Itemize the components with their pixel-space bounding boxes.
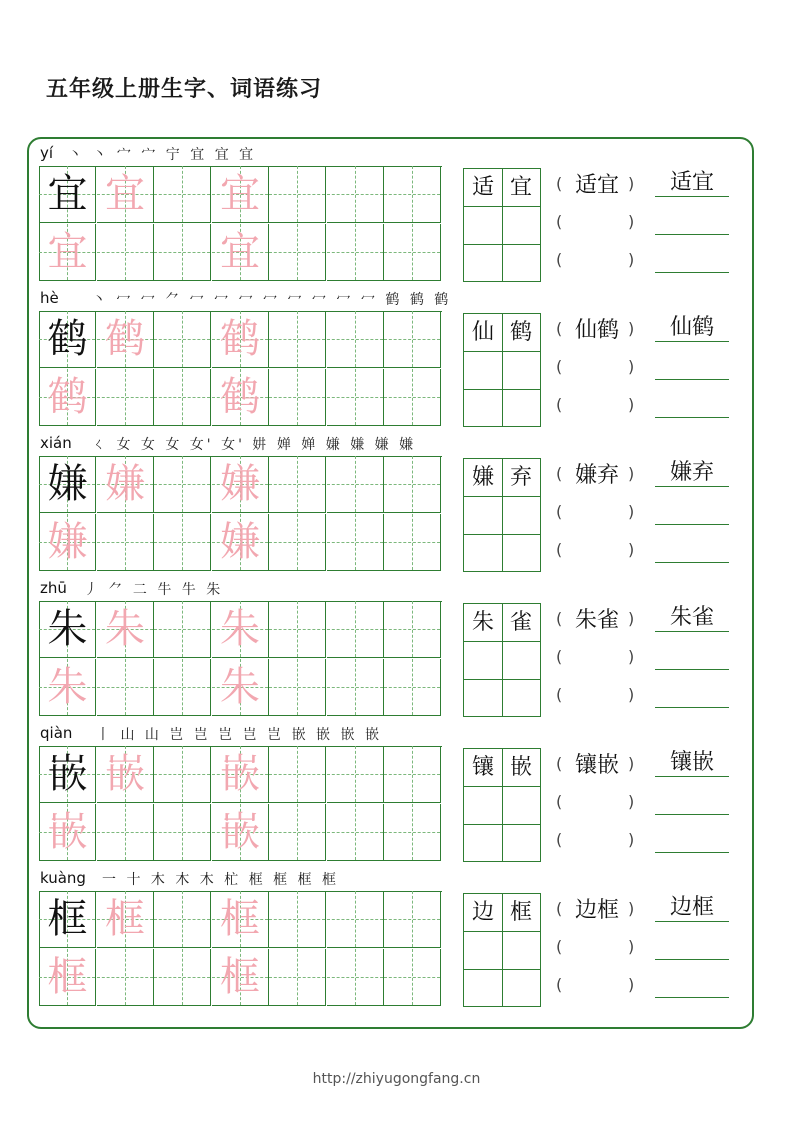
paren-word: 嫌弃: [574, 463, 619, 488]
writing-cell[interactable]: [384, 166, 441, 223]
answer-word: 嫌弃: [669, 460, 714, 485]
answer-line[interactable]: [655, 824, 729, 853]
close-paren: ): [628, 647, 635, 666]
close-paren: ): [628, 609, 635, 628]
writing-cell[interactable]: [269, 804, 326, 861]
trace-character: 朱: [47, 663, 88, 710]
stroke-order: 丨 山 山 岂 岂 岂 岂 岂 嵌 嵌 嵌 嵌: [96, 727, 382, 743]
word-grid: [463, 168, 541, 282]
writing-cell[interactable]: [327, 166, 384, 223]
writing-cell[interactable]: [154, 891, 211, 948]
paren-word: 边框: [574, 898, 619, 923]
writing-cell[interactable]: [154, 224, 211, 281]
word-grid: [463, 893, 541, 1007]
trace-character: 嵌: [220, 808, 260, 855]
open-paren: (: [556, 357, 563, 376]
close-paren: ): [628, 212, 635, 231]
word-grid: [463, 458, 541, 572]
answer-line[interactable]: [655, 534, 729, 563]
close-paren: ): [628, 250, 635, 269]
writing-cell[interactable]: [269, 891, 326, 948]
char-row: [0, 285, 793, 430]
writing-cell[interactable]: [327, 601, 384, 658]
writing-cell[interactable]: [269, 311, 326, 368]
writing-cell[interactable]: [327, 224, 384, 281]
answer-line[interactable]: [655, 168, 729, 197]
open-paren: (: [556, 647, 563, 666]
trace-character: 框: [105, 896, 145, 942]
answer-word: 朱雀: [669, 605, 714, 630]
trace-character: 嫌: [220, 518, 260, 565]
answer-line[interactable]: [655, 641, 729, 670]
close-paren: ): [628, 830, 635, 849]
open-paren: (: [556, 609, 563, 628]
open-paren: (: [556, 937, 563, 956]
model-character: 宜: [47, 171, 88, 217]
writing-cell[interactable]: [384, 746, 441, 803]
word-character: 朱: [471, 610, 494, 635]
answer-line[interactable]: [655, 389, 729, 418]
page-title: 五年级上册生字、词语练习: [46, 77, 323, 102]
answer-word: 镶嵌: [669, 750, 714, 775]
trace-character: 鹤: [105, 316, 145, 362]
answer-line[interactable]: [655, 893, 729, 922]
answer-line[interactable]: [655, 931, 729, 960]
writing-cell[interactable]: [269, 949, 326, 1006]
writing-cell[interactable]: [154, 949, 211, 1006]
open-paren: (: [556, 502, 563, 521]
open-paren: (: [556, 174, 563, 193]
word-character: 宜: [509, 175, 532, 200]
writing-cell[interactable]: [327, 514, 384, 571]
open-paren: (: [556, 464, 563, 483]
writing-cell[interactable]: [97, 224, 154, 281]
open-paren: (: [556, 792, 563, 811]
trace-character: 嫌: [105, 461, 145, 507]
answer-line[interactable]: [655, 969, 729, 998]
writing-cell[interactable]: [154, 601, 211, 658]
model-character: 嵌: [47, 751, 88, 797]
writing-cell[interactable]: [327, 456, 384, 513]
open-paren: (: [556, 830, 563, 849]
word-character: 仙: [471, 320, 494, 345]
close-paren: ): [628, 754, 635, 773]
open-paren: (: [556, 899, 563, 918]
trace-character: 宜: [220, 171, 260, 217]
writing-cell[interactable]: [384, 949, 441, 1006]
open-paren: (: [556, 212, 563, 231]
close-paren: ): [628, 685, 635, 704]
paren-word: 适宜: [574, 173, 619, 198]
close-paren: ): [628, 319, 635, 338]
writing-cell[interactable]: [327, 891, 384, 948]
trace-character: 朱: [220, 606, 260, 652]
writing-cell[interactable]: [327, 659, 384, 716]
writing-cell[interactable]: [154, 804, 211, 861]
writing-cell[interactable]: [327, 804, 384, 861]
paren-word: 朱雀: [574, 608, 619, 633]
close-paren: ): [628, 792, 635, 811]
trace-character: 鹤: [220, 316, 260, 362]
writing-cell[interactable]: [269, 456, 326, 513]
writing-cell[interactable]: [384, 369, 441, 426]
answer-word: 边框: [669, 895, 714, 920]
writing-cell[interactable]: [327, 949, 384, 1006]
open-paren: (: [556, 975, 563, 994]
answer-line[interactable]: [655, 786, 729, 815]
stroke-order: 丿 ⺈ 二 牛 牛 朱: [84, 582, 224, 598]
trace-character: 嵌: [220, 751, 260, 797]
answer-line[interactable]: [655, 351, 729, 380]
writing-cell[interactable]: [97, 369, 154, 426]
open-paren: (: [556, 395, 563, 414]
close-paren: ): [628, 937, 635, 956]
close-paren: ): [628, 174, 635, 193]
stroke-order: 一 十 木 木 木 杧 框 框 框 框: [102, 872, 340, 888]
trace-character: 嫌: [47, 518, 88, 565]
answer-line[interactable]: [655, 679, 729, 708]
trace-character: 鹤: [220, 373, 260, 420]
trace-character: 宜: [47, 228, 88, 275]
word-character: 弃: [509, 465, 532, 490]
open-paren: (: [556, 754, 563, 773]
word-grid: [463, 603, 541, 717]
writing-cell[interactable]: [154, 659, 211, 716]
open-paren: (: [556, 540, 563, 559]
writing-cell[interactable]: [269, 224, 326, 281]
trace-character: 嵌: [47, 808, 88, 855]
writing-cell[interactable]: [97, 514, 154, 571]
writing-cell[interactable]: [327, 311, 384, 368]
model-character: 嫌: [47, 461, 88, 507]
close-paren: ): [628, 502, 635, 521]
writing-cell[interactable]: [327, 746, 384, 803]
writing-cell[interactable]: [269, 746, 326, 803]
answer-line[interactable]: [655, 458, 729, 487]
open-paren: (: [556, 250, 563, 269]
model-character: 框: [47, 896, 88, 942]
word-character: 框: [509, 900, 532, 925]
answer-line[interactable]: [655, 206, 729, 235]
word-character: 边: [471, 900, 494, 925]
close-paren: ): [628, 899, 635, 918]
word-character: 适: [471, 175, 494, 200]
trace-character: 嫌: [220, 461, 260, 507]
writing-cell[interactable]: [384, 311, 441, 368]
writing-cell[interactable]: [384, 224, 441, 281]
close-paren: ): [628, 464, 635, 483]
close-paren: ): [628, 395, 635, 414]
model-character: 鹤: [47, 316, 88, 362]
trace-character: 框: [220, 896, 260, 942]
paren-word: 仙鹤: [574, 318, 619, 343]
stroke-order: ㄑ 女 女 女 女' 女' 妌 婵 婵 嫌 嫌 嫌 嫌: [92, 437, 417, 453]
stroke-order: 丶 冖 冖 ⺈ 冖 冖 冖 冖 冖 冖 冖 冖 鹤 鹤 鹤: [92, 292, 452, 308]
answer-line[interactable]: [655, 748, 729, 777]
word-character: 镶: [471, 755, 494, 780]
close-paren: ): [628, 540, 635, 559]
answer-line[interactable]: [655, 496, 729, 525]
writing-cell[interactable]: [154, 311, 211, 368]
writing-cell[interactable]: [97, 659, 154, 716]
writing-cell[interactable]: [154, 746, 211, 803]
word-grid: [463, 748, 541, 862]
pinyin-label: qiàn: [40, 724, 73, 742]
writing-cell[interactable]: [269, 166, 326, 223]
footer-url: http://zhiyugongfang.cn: [312, 1071, 481, 1087]
writing-cell[interactable]: [384, 659, 441, 716]
answer-word: 仙鹤: [669, 315, 714, 340]
writing-cell[interactable]: [269, 369, 326, 426]
pinyin-label: zhū: [40, 579, 67, 597]
answer-line[interactable]: [655, 244, 729, 273]
answer-line[interactable]: [655, 313, 729, 342]
trace-character: 框: [220, 953, 260, 1000]
answer-word: 适宜: [669, 170, 714, 195]
writing-cell[interactable]: [327, 369, 384, 426]
char-row: [0, 430, 793, 575]
word-grid: [463, 313, 541, 427]
char-row: [0, 575, 793, 720]
trace-character: 朱: [220, 663, 260, 710]
writing-cell[interactable]: [269, 514, 326, 571]
writing-cell[interactable]: [384, 891, 441, 948]
pinyin-label: kuàng: [40, 869, 86, 887]
writing-cell[interactable]: [384, 514, 441, 571]
stroke-order: 丶 丶 宀 宀 宁 宜 宜 宜: [68, 147, 257, 163]
trace-character: 嵌: [105, 751, 145, 797]
word-character: 雀: [509, 610, 532, 635]
trace-character: 宜: [220, 228, 260, 275]
writing-cell[interactable]: [384, 601, 441, 658]
pinyin-label: xián: [40, 434, 72, 452]
writing-cell[interactable]: [269, 601, 326, 658]
writing-cell[interactable]: [154, 369, 211, 426]
pinyin-label: yí: [40, 144, 54, 162]
close-paren: ): [628, 975, 635, 994]
char-row: [0, 720, 793, 865]
writing-cell[interactable]: [97, 804, 154, 861]
char-row: [0, 140, 793, 285]
writing-cell[interactable]: [384, 804, 441, 861]
word-character: 鹤: [509, 320, 532, 345]
word-character: 嵌: [509, 755, 532, 780]
writing-cell[interactable]: [269, 659, 326, 716]
writing-cell[interactable]: [97, 949, 154, 1006]
pinyin-label: hè: [40, 289, 59, 307]
trace-character: 鹤: [47, 373, 88, 420]
paren-word: 镶嵌: [574, 753, 619, 778]
close-paren: ): [628, 357, 635, 376]
open-paren: (: [556, 319, 563, 338]
writing-cell[interactable]: [384, 456, 441, 513]
writing-cell[interactable]: [154, 166, 211, 223]
open-paren: (: [556, 685, 563, 704]
model-character: 朱: [47, 606, 88, 652]
trace-character: 框: [47, 953, 88, 1000]
trace-character: 朱: [105, 606, 145, 652]
word-character: 嫌: [471, 465, 494, 490]
writing-cell[interactable]: [154, 456, 211, 513]
trace-character: 宜: [105, 171, 145, 217]
char-row: [0, 865, 793, 1010]
writing-cell[interactable]: [154, 514, 211, 571]
answer-line[interactable]: [655, 603, 729, 632]
